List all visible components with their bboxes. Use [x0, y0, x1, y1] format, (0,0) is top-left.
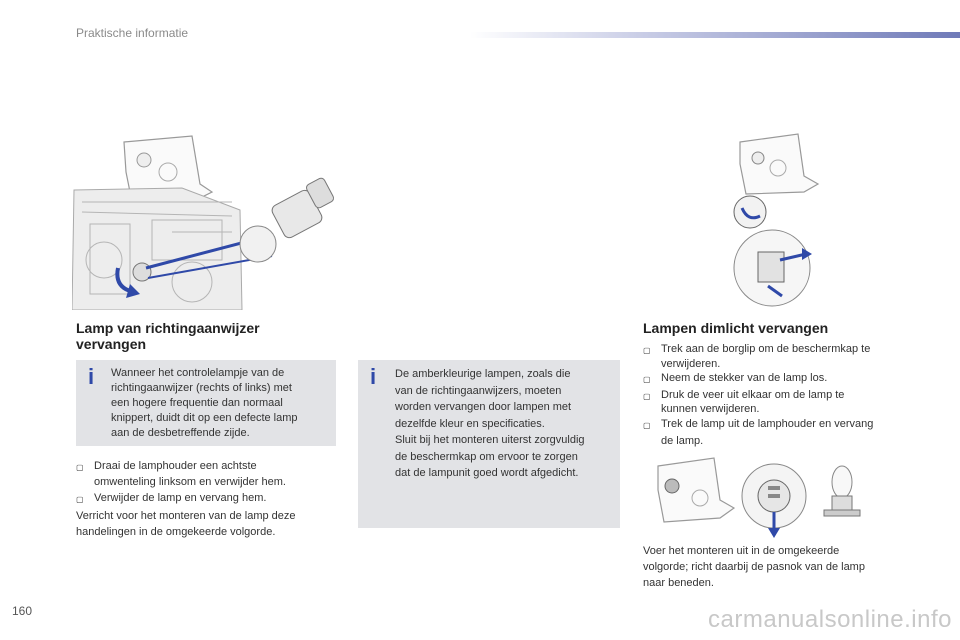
turn-signal-heading-line2: vervangen	[76, 336, 147, 352]
info-line: dezelfde kleur en specificaties.	[395, 417, 545, 430]
checkbox-bullet-icon: ▢	[76, 495, 84, 504]
step-line: Neem de stekker van de lamp los.	[661, 372, 828, 384]
checkbox-bullet-icon: ▢	[643, 420, 651, 430]
dipped-beam-steps	[643, 342, 913, 451]
dipped-beam-footer	[643, 543, 923, 591]
info-line: Sluit bij het monteren uiterst zorgvuldig	[395, 434, 585, 446]
page-number: 160	[12, 604, 33, 618]
list-item	[643, 417, 913, 452]
step-line: Trek aan de borglip om de beschermkap te	[661, 343, 871, 355]
info-icon: i	[370, 364, 377, 389]
list-item	[76, 490, 346, 508]
list-item	[643, 371, 913, 388]
info-line: De amberkleurige lampen, zoals die	[395, 368, 571, 380]
checkbox-bullet-icon: ▢	[643, 391, 651, 401]
info-line: aan de desbetreffende zijde.	[111, 427, 250, 439]
turn-signal-heading-line1: Lamp van richtingaanwijzer	[76, 320, 260, 336]
footer-line: Voer het monteren uit in de omgekeerde	[643, 545, 840, 557]
info-icon: i	[88, 364, 95, 389]
turn-signal-illustration	[72, 132, 342, 310]
info-box-text	[395, 366, 617, 482]
step-line: de lamp.	[661, 435, 704, 447]
turn-signal-heading	[76, 320, 346, 352]
info-line: de beschermkap om ervoor te zorgen	[395, 450, 578, 463]
checkbox-bullet-icon: ▢	[643, 375, 651, 384]
footer-line: Verricht voor het monteren van de lamp deze	[76, 510, 296, 522]
amber-bulb-info-box	[358, 360, 620, 528]
turn-signal-info-box	[76, 360, 336, 446]
info-line: richtingaanwijzer (rechts of links) met	[111, 382, 292, 394]
checkbox-bullet-icon: ▢	[76, 463, 84, 472]
info-line: Wanneer het controlelampje van de	[111, 367, 285, 379]
list-item	[643, 388, 913, 417]
step-line: verwijderen.	[661, 357, 721, 370]
step-line: omwenteling linksom en verwijder hem.	[94, 476, 286, 488]
dipped-beam-heading: Lampen dimlicht vervangen	[643, 320, 829, 336]
info-box-text	[111, 366, 331, 441]
footer-line: volgorde; richt daarbij de pasnok van de lamp	[643, 561, 865, 573]
footer-line: naar beneden.	[643, 577, 714, 589]
section-title: Praktische informatie	[76, 26, 189, 40]
step-line: Druk de veer uit elkaar om de lamp te	[661, 388, 845, 401]
info-line: worden vervangen door lampen met	[395, 401, 572, 413]
dipped-beam-illustration	[728, 128, 838, 310]
turn-signal-steps	[76, 458, 346, 540]
step-line: Verwijder de lamp en vervang hem.	[94, 492, 267, 504]
step-line: Trek de lamp uit de lamphouder en vervang	[661, 417, 874, 430]
list-item	[643, 342, 913, 371]
step-line: Draai de lamphouder een achtste	[94, 460, 257, 472]
info-line: dat de lampunit goed wordt afgedicht.	[395, 467, 579, 479]
info-line: knippert, duidt dit op een defecte lamp	[111, 412, 298, 424]
watermark: carmanualsonline.info	[708, 606, 952, 633]
info-line: van de richtingaanwijzers, moeten	[395, 384, 562, 397]
step-line: kunnen verwijderen.	[661, 403, 760, 415]
bulb-orientation-illustration	[652, 452, 874, 542]
footer-line: handelingen in de omgekeerde volgorde.	[76, 526, 276, 538]
header-gradient-bar	[470, 32, 960, 38]
checkbox-bullet-icon: ▢	[643, 346, 651, 355]
list-item	[76, 458, 346, 490]
info-line: een hogere frequentie dan normaal	[111, 397, 283, 409]
